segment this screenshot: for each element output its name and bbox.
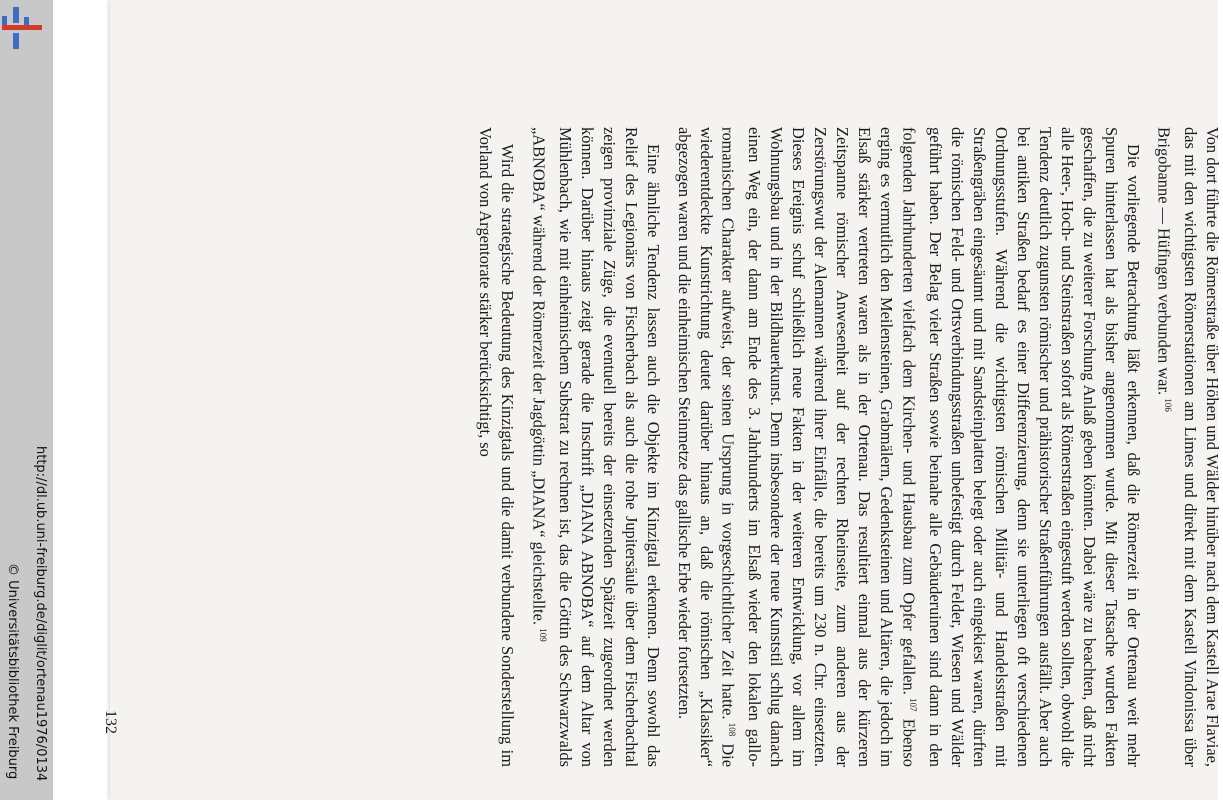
paragraph-1: [1153, 127, 1223, 767]
paragraph-2-text-cont2: Die wiederentdeckte Kunstrichtung deutet darüber hinaus an, daß die römischen „Klassiker“ abgezogen waren und die einheimischen Steinmetze das gallische Erbe wieder fortsetzten.: [674, 127, 738, 767]
paragraph-4: [474, 127, 518, 767]
paragraph-1-text: Von dort führte die Römerstraße über Höhen und Wälder hinüber nach dem Kastell Arae Flaviae, das mit den wichtigsten Römerstationen am Limes und direkt mit dem Kastell Vindonissa über Brigobanne — Hüfingen verbunden war.: [1154, 127, 1222, 767]
scanned-page: [102, 0, 1222, 800]
footnote-ref: 109: [537, 628, 548, 642]
copyright-notice: © Universitätsbibliothek Freiburg: [5, 563, 20, 780]
paragraph-2-text-cont: Ebenso erging es vermutlich den Meilensteinen, Grabmälern, Gedenksteinen und Altären, die jedoch im Elsaß stärker vertreten waren als in der Ortenau. Das resultiert einmal aus der kürzeren Zeitspanne römischer Anwesenheit auf der rechten Rheinseite, zum anderen aus der Zerstörungswut der Alemannen während ihrer Einfälle, die bereits um 230 n. Chr. einsetzten. Dieses Ereignis schuf schließlich neue Fakten in der weiteren Entwicklung, vor allem im Wohnungsbau und in der Bildhauerkunst. Denn insbesondere der neue Kunststil schlug danach einen Weg ein, der dann am Ende des 3. Jahrhunderts im Elsaß wieder den lokalen gallo-romanischen Charakter aufweist, der seinen Ursprung in vorgeschichtlicher Zeit hatte.: [718, 127, 919, 767]
footnote-ref: 108: [727, 722, 738, 737]
footnote-ref: 106: [1163, 398, 1173, 412]
paragraph-2-text: Die vorliegende Betrachtung läßt erkennen, daß die Römerzeit in der Ortenau weit mehr Spuren hinterlassen hat als bisher angenommen wurde. Mit dieser Tatsache wurden Fakten geschaffen, die zu weiterer Forschung Anlaß geben könnten. Dabei wäre zu beachten, daß nicht alle Heer-, Hoch- und Steinstraßen sofort als Römerstraßen eingestuft werden sollten, obwohl die Tendenz deutlich zugunsten römischer und prähistorischer Straßenführungen ausfällt. Aber auch bei antiken Straßen bedarf es einer Differenzierung, denn sie unterliegen oft verschiedenen Ordnungsstufen. Während die wichtigsten römischen Militär- und Handelsstraßen mit Straßengräben eingesäumt und mit Sandsteinplatten belegt oder auch eingekiest waren, dürften die römischen Feld- und Ortsverbindungsstraßen unbefestigt durch Felder, Wiesen und Wälder geführt haben. Der Belag vieler Straßen sowie beinahe alle Gebäuderuinen sind dann in den folgenden Jahrhunderten vielfach dem Kirchen- und Hausbau zum Opfer gefallen.: [899, 127, 1143, 767]
paragraph-3-text: Eine ähnliche Tendenz lassen auch die Objekte im Kinzigtal erkennen. Denn sowohl das Relief des Legionärs von Fischerbach als auch die rohe Jupitersäule über dem Fischerbachtal zeigen provinziale Züge, die eventuell bereits der einsetzenden Spätzeit zugeordnet werden können. Darüber hinaus zeigt gerade die Inschrift „DIANA ABNOBA“ auf dem Altar von Mühlenbach, wie mit einheimischem Substrat zu rechnen ist, das die Göttin des Schwarzwalds „ABNOBA“ während der Römerzeit der Jagdgöttin „DIANA“ gleichstellte.: [529, 127, 663, 767]
viewer-sidebar: [0, 0, 53, 800]
permalink-url[interactable]: http://dl.ub.uni-freiburg.de/diglit/ortenau1976/0134: [33, 446, 48, 782]
footnote-ref: 107: [907, 698, 918, 712]
page-number: 132: [102, 710, 119, 734]
paragraph-4-text: Wird die strategische Bedeutung des Kinzigtals und die damit verbundene Sonderstellung im Vorland von Argentorate stärker berücksichtigt, so: [476, 127, 518, 767]
ub-freiburg-logo-icon[interactable]: [0, 7, 48, 51]
paragraph-3: [527, 127, 663, 767]
page-text-block: [474, 127, 1223, 767]
paragraph-2: [673, 127, 1144, 767]
